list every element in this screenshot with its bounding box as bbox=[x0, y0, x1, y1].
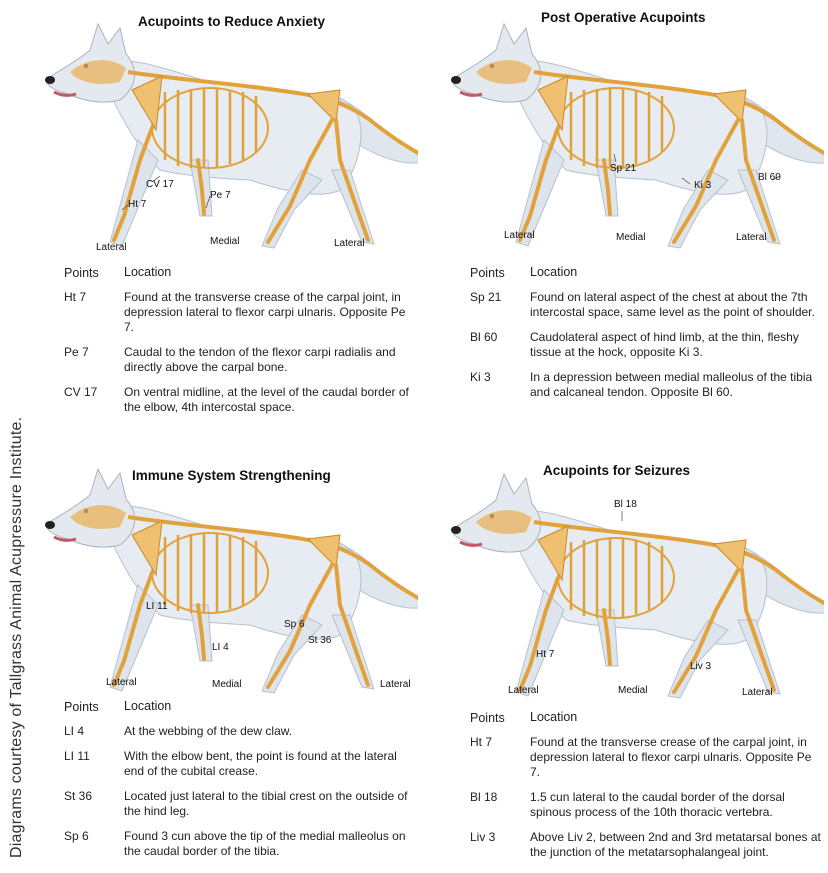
label-lateral: Lateral bbox=[508, 685, 539, 696]
label-medial: Medial bbox=[212, 679, 242, 690]
label-pe7: Pe 7 bbox=[210, 190, 231, 201]
label-li4: LI 4 bbox=[212, 642, 229, 653]
panel-immune bbox=[40, 455, 418, 873]
label-st36: St 36 bbox=[308, 635, 332, 646]
table-row: Sp 6 Found 3 cun above the tip of the medial malleolus on the caudal border of the tibia. bbox=[64, 829, 406, 858]
panel-post-operative bbox=[446, 0, 824, 436]
label-bl60: Bl 60 bbox=[758, 172, 781, 183]
table-row: Liv 3 Above Liv 2, between 2nd and 3rd metatarsal bones at the junction of the metatarsophalangeal joint. bbox=[470, 830, 821, 859]
wolf-skeleton-illustration bbox=[40, 455, 418, 695]
wolf-skeleton-illustration bbox=[40, 0, 418, 255]
table-row: Bl 60 Caudolateral aspect of hind limb, at the thin, fleshy tissue at the hock, opposite Ki 3. bbox=[470, 330, 799, 359]
label-ht7: Ht 7 bbox=[128, 199, 147, 210]
panel-title: Acupoints for Seizures bbox=[543, 463, 691, 478]
table-row: Pe 7 Caudal to the tendon of the flexor carpi radialis and directly above the carpal bone. bbox=[64, 345, 396, 374]
acupoint-table bbox=[470, 703, 822, 860]
label-cv17: CV 17 bbox=[146, 179, 174, 190]
label-lateral: Lateral bbox=[504, 230, 535, 241]
label-sp6: Sp 6 bbox=[284, 619, 305, 630]
points-header: Points bbox=[470, 711, 505, 725]
location-header: Location bbox=[124, 699, 172, 713]
label-liv3: Liv 3 bbox=[690, 661, 712, 672]
panel-title: Immune System Strengthening bbox=[132, 468, 331, 483]
image-credit: Diagrams courtesy of Tallgrass Animal Acupressure Institute. bbox=[8, 416, 25, 858]
label-ki3: Ki 3 bbox=[694, 180, 712, 191]
acupoint-table bbox=[470, 258, 822, 400]
table-row: Sp 21 Found on lateral aspect of the chest at about the 7th intercostal space, same level as the point of shoulder. bbox=[470, 290, 815, 319]
location-header: Location bbox=[530, 265, 578, 279]
table-row: Ht 7 Found at the transverse crease of the carpal joint, in depression lateral to flexor carpi ulnaris. Opposite Pe 7. bbox=[470, 735, 812, 779]
label-lateral-hind: Lateral bbox=[380, 679, 411, 690]
table-row: LI 4 At the webbing of the dew claw. bbox=[64, 724, 293, 738]
acupoint-table bbox=[64, 258, 416, 415]
label-ht7: Ht 7 bbox=[536, 649, 555, 660]
table-row: Ht 7 Found at the transverse crease of the carpal joint, in depression lateral to flexor carpi ulnaris. Opposite Pe 7. bbox=[64, 290, 406, 334]
label-medial: Medial bbox=[616, 232, 646, 243]
location-header: Location bbox=[530, 710, 578, 724]
points-header: Points bbox=[64, 700, 99, 714]
panel-title: Post Operative Acupoints bbox=[541, 10, 706, 25]
label-medial: Medial bbox=[210, 236, 240, 247]
panel-anxiety bbox=[40, 0, 418, 436]
label-lateral-hind: Lateral bbox=[334, 238, 365, 249]
table-row: Bl 18 1.5 cun lateral to the caudal border of the dorsal spinous process of the 10th thoracic vertebra. bbox=[470, 790, 785, 819]
label-sp21: Sp 21 bbox=[610, 163, 637, 174]
label-lateral-hind: Lateral bbox=[736, 232, 767, 243]
label-lateral: Lateral bbox=[96, 242, 127, 253]
wolf-skeleton-illustration bbox=[446, 455, 824, 700]
label-medial: Medial bbox=[618, 685, 648, 696]
table-row: St 36 Located just lateral to the tibial crest on the outside of the hind leg. bbox=[64, 789, 408, 818]
wolf-skeleton-illustration bbox=[446, 0, 824, 255]
panel-title: Acupoints to Reduce Anxiety bbox=[138, 14, 326, 29]
points-header: Points bbox=[64, 266, 99, 280]
label-bl18: Bl 18 bbox=[614, 499, 637, 510]
location-header: Location bbox=[124, 265, 172, 279]
label-li11: LI 11 bbox=[146, 601, 168, 612]
panel-seizures bbox=[446, 455, 824, 873]
table-row: CV 17 On ventral midline, at the level of the caudal border of the elbow, 4th intercostal space. bbox=[64, 385, 409, 414]
table-row: LI 11 With the elbow bent, the point is found at the lateral end of the cubital crease. bbox=[64, 749, 397, 778]
label-lateral-hind: Lateral bbox=[742, 687, 773, 698]
table-row: Ki 3 In a depression between medial malleolus of the tibia and calcaneal tendon. Opposite Bl 60. bbox=[470, 370, 813, 399]
acupoint-table bbox=[64, 692, 416, 859]
points-header: Points bbox=[470, 266, 505, 280]
label-lateral: Lateral bbox=[106, 677, 137, 688]
